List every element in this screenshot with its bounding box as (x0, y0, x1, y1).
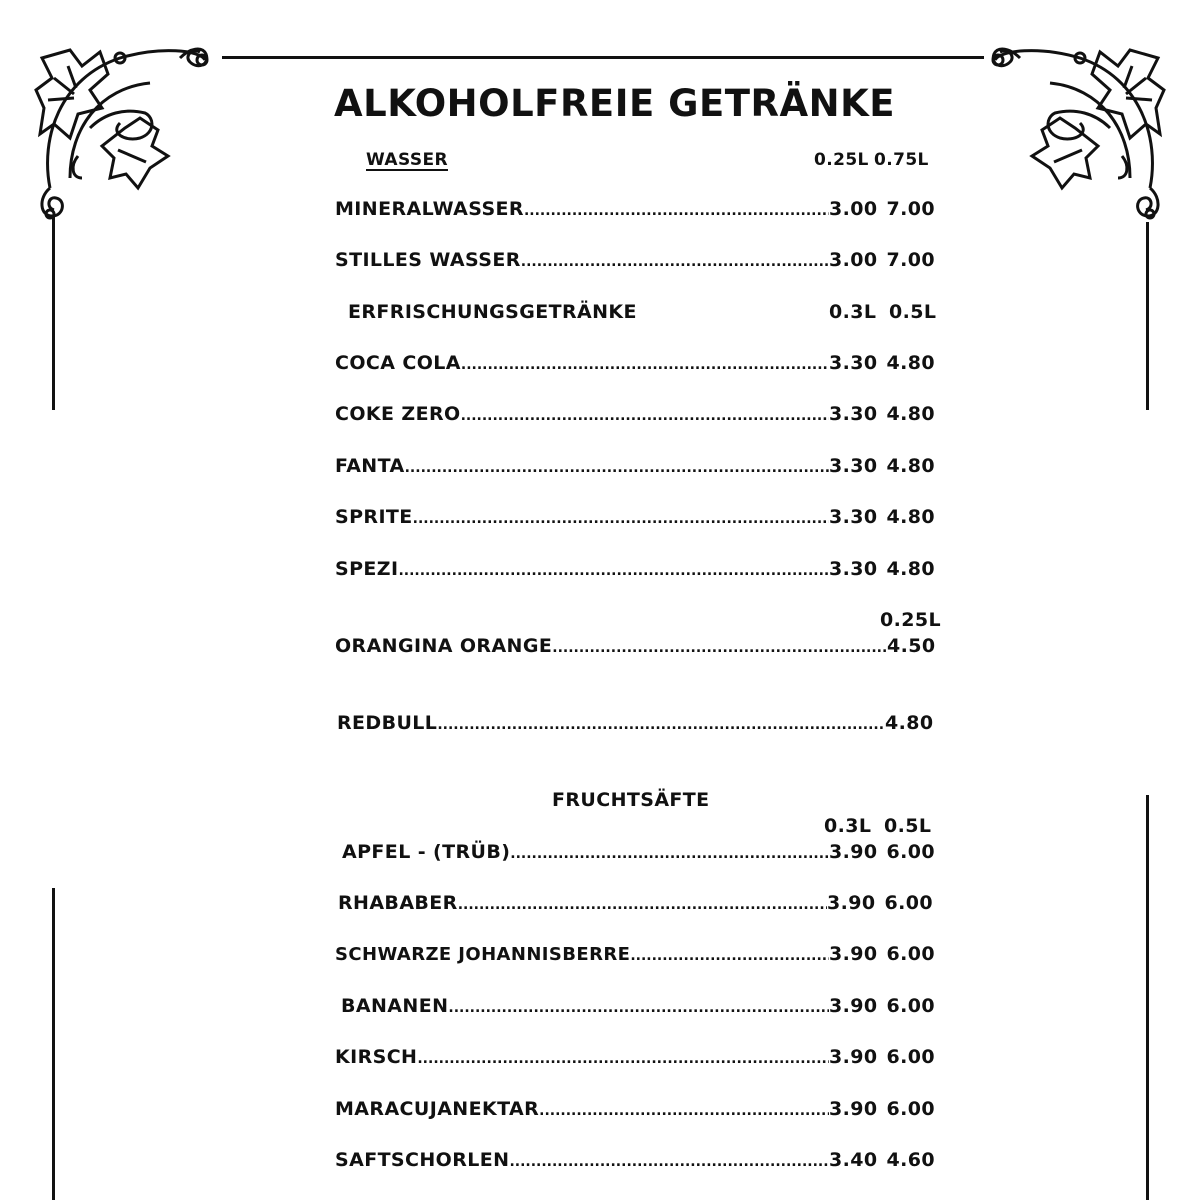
dot-leader (510, 841, 829, 863)
dot-leader (417, 1046, 829, 1068)
dot-leader (539, 1098, 829, 1120)
item-price-large: 6.00 (886, 1046, 935, 1068)
item-price-large: 4.80 (886, 558, 935, 580)
dot-leader (437, 712, 885, 734)
left-border-line-upper (52, 215, 55, 410)
section-heading-erfrischung: ERFRISCHUNGSGETRÄNKE (348, 301, 637, 323)
item-price-small: 3.30 (829, 352, 878, 374)
right-border-line-upper (1146, 222, 1149, 410)
dot-leader (398, 558, 829, 580)
dot-leader (461, 352, 829, 374)
dot-leader (458, 892, 827, 914)
item-price: 4.80 (885, 712, 934, 734)
item-price-large: 4.80 (886, 506, 935, 528)
dot-leader (413, 506, 829, 528)
item-price-large: 6.00 (886, 1098, 935, 1120)
item-price-small: 3.30 (829, 403, 878, 425)
dot-leader (509, 1149, 829, 1171)
size-label: 0.5L (889, 301, 937, 323)
item-name: APFEL - (TRÜB) (342, 841, 511, 863)
item-price-large: 6.00 (884, 892, 933, 914)
menu-item (337, 712, 933, 736)
menu-item (341, 995, 935, 1019)
item-price-large: 6.00 (886, 995, 935, 1017)
item-price-small: 3.90 (829, 1098, 878, 1120)
item-price-large: 4.60 (886, 1149, 935, 1171)
right-border-line-lower (1146, 795, 1149, 1200)
section-heading-wasser: WASSER (366, 150, 448, 170)
item-price-large: 4.80 (886, 403, 935, 425)
item-name: RHABABER (338, 892, 458, 914)
size-label: 0.3L (829, 301, 877, 323)
size-label: 0.3L (824, 815, 872, 837)
menu-item (335, 455, 935, 479)
floral-corner-icon (985, 38, 1170, 223)
dot-leader (521, 249, 829, 271)
section-heading-fruchtsaefte: FRUCHTSÄFTE (552, 789, 710, 811)
item-price-small: 3.00 (829, 249, 878, 271)
item-price-small: 3.40 (829, 1149, 878, 1171)
item-name: MINERALWASSER (335, 198, 524, 220)
size-label: 0.25L (880, 609, 941, 631)
dot-leader (461, 403, 829, 425)
menu-item (335, 558, 935, 582)
item-name: FANTA (335, 455, 405, 477)
top-border-line (222, 56, 984, 59)
menu-item (335, 506, 935, 530)
item-price-large: 6.00 (886, 943, 935, 965)
item-name: ORANGINA ORANGE (335, 635, 553, 657)
item-price-small: 3.90 (829, 841, 878, 863)
menu-item (335, 943, 935, 967)
item-price-small: 3.90 (829, 1046, 878, 1068)
menu-item (335, 1046, 935, 1070)
item-price-large: 4.80 (886, 352, 935, 374)
item-name: REDBULL (337, 712, 438, 734)
dot-leader (524, 198, 829, 220)
dot-leader (405, 455, 829, 477)
item-name: STILLES WASSER (335, 249, 521, 271)
item-price-small: 3.00 (829, 198, 878, 220)
menu-item (335, 1098, 935, 1122)
left-border-line-lower (52, 888, 55, 1200)
item-name: BANANEN (341, 995, 449, 1017)
item-price-small: 3.90 (827, 892, 876, 914)
item-price-large: 7.00 (886, 198, 935, 220)
item-price-small: 3.90 (829, 943, 878, 965)
menu-item (335, 635, 935, 659)
item-name: COKE ZERO (335, 403, 461, 425)
item-price-small: 3.30 (829, 455, 878, 477)
menu-item (335, 403, 935, 427)
dot-leader (448, 995, 829, 1017)
size-label: 0.75L (874, 150, 929, 170)
menu-item (335, 198, 935, 222)
menu-item (338, 892, 933, 916)
item-name: SPRITE (335, 506, 413, 528)
item-price-large: 7.00 (886, 249, 935, 271)
menu-item (335, 1149, 935, 1173)
menu-item (335, 352, 935, 376)
size-label: 0.25L (814, 150, 869, 170)
item-name: SPEZI (335, 558, 399, 580)
menu-item (342, 841, 935, 865)
item-name: SCHWARZE JOHANNISBERRE (335, 944, 631, 965)
item-name: SAFTSCHORLEN (335, 1149, 510, 1171)
menu-item (335, 249, 935, 273)
item-name: KIRSCH (335, 1046, 418, 1068)
floral-corner-icon (30, 38, 215, 223)
item-price-small: 3.30 (829, 558, 878, 580)
item-price-small: 3.90 (829, 995, 878, 1017)
item-price-small: 3.30 (829, 506, 878, 528)
item-price-large: 6.00 (886, 841, 935, 863)
dot-leader (630, 943, 829, 965)
page-title: ALKOHOLFREIE GETRÄNKE (334, 82, 896, 125)
item-price: 4.50 (887, 635, 936, 657)
size-label: 0.5L (884, 815, 932, 837)
item-name: COCA COLA (335, 352, 461, 374)
item-name: MARACUJANEKTAR (335, 1098, 540, 1120)
dot-leader (552, 635, 887, 657)
item-price-large: 4.80 (886, 455, 935, 477)
